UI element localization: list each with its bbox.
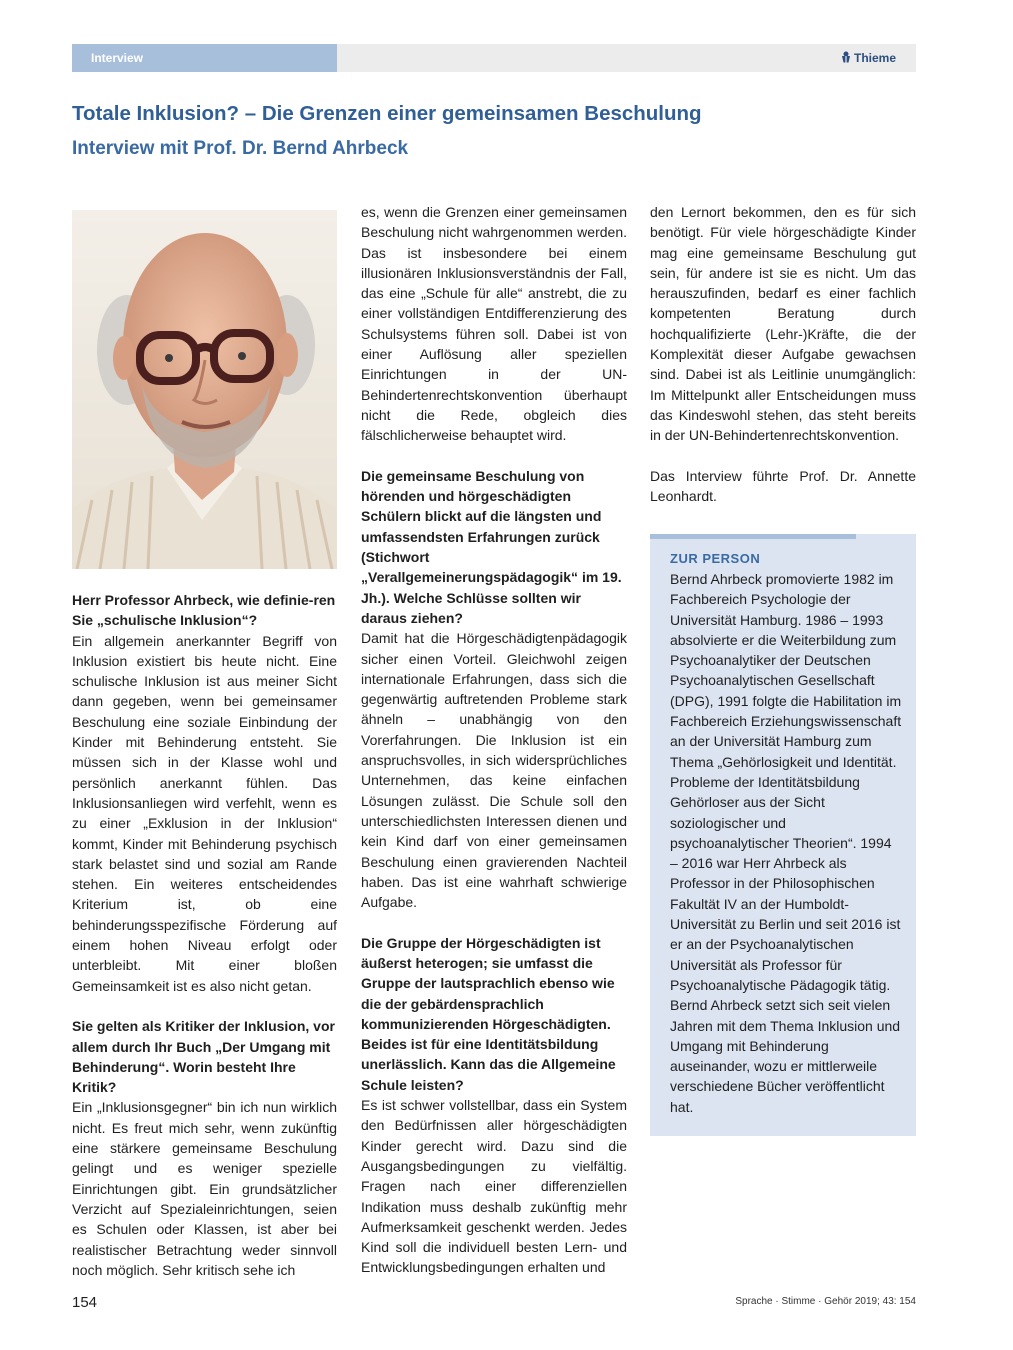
header-bar <box>72 44 916 72</box>
profile-box <box>650 534 916 1136</box>
interview-credit: Das Interview führte Prof. Dr. Annette Leonhardt. <box>650 467 916 505</box>
question-2: Sie gelten als Kritiker der Inklusion, vor allem durch Ihr Buch „Der Umgang mit Behinderung“. Worin besteht Ihre Kritik? <box>72 1018 335 1096</box>
thieme-crest-icon <box>841 51 851 63</box>
article-title: Totale Inklusion? – Die Grenzen einer gemeinsamen Beschulung <box>72 102 702 125</box>
column-3 <box>650 202 916 506</box>
journal-citation: Sprache · Stimme · Gehör 2019; 43: 154 <box>735 1296 916 1307</box>
article-subtitle: Interview mit Prof. Dr. Bernd Ahrbeck <box>72 138 409 159</box>
section-label: Interview <box>72 44 337 72</box>
answer-1: Ein allgemein anerkannter Begriff von Inklusion existiert bis heute nicht. Eine schulische Inklusion ist aus meiner Sicht dann gegeben, wenn bei gemeinsamer Beschulung eine soziale Einbindung der Kinder mit Behinderung entsteht. Sie müssen sich in der Klasse wohl und persönlich anerkannt fühlen. Das Inklusionsanliegen wird verfehlt, wenn es zu einer „Exklusion in der Inklusion“ kommt, Kinder mit Behinderung psychisch stark belastet sind und sozial am Rande stehen. Ein weiteres entscheidendes Kriterium ist, ob eine behinderungsspezifische Förderung auf einem hohen Niveau erfolgt oder unterbleibt. Mit einer bloßen Gemeinsamkeit ist es also nicht getan. <box>72 632 337 994</box>
column-2 <box>361 202 627 1278</box>
publisher-name: Thieme <box>853 51 896 65</box>
publisher-logo <box>841 44 896 72</box>
column-1 <box>72 590 337 1280</box>
answer-4-continued: den Lernort bekommen, den es für sich benötigt. Für viele hörgeschädigte Kinder mag eine gemeinsame Beschulung gut sein, für andere ist sie es nicht. Um das herauszufinden, bedarf es einer fachlich kompetenten Beratung durch hochqualifizierte (Lehr-)Kräfte, die der Komplexität dieser Aufgabe gewachsen sind. Dabei ist als Leitlinie unumgänglich: Im Mittelpunkt aller Entscheidungen muss das Kindeswohl stehen, das steht bereits in der UN-Behindertenrechtskonvention. <box>650 204 916 444</box>
question-3: Die gemeinsame Beschulung von hörenden und hörgeschädigten Schülern blickt auf die längsten und umfassendsten Erfahrungen zurück (Stichwort „Verallgemeinerungspädagogik“ im 19. Jh.). Welche Schlüsse sollten wir daraus ziehen? <box>361 467 622 626</box>
answer-3: Damit hat die Hörgeschädigtenpädagogik sicher einen Vorteil. Gleichwohl zeigen internationale Erfahrungen, dass sich die gegenwärtig auftretenden Probleme stark ähneln – unabhängig von den Vorerfahrungen. Die Inklusion ist ein anspruchsvolles, in sich widersprüchliches Unternehmen, das keine einfachen Lösungen zulässt. Die Schule soll den unterschiedlichsten Interessen dienen und kein Kind darf von einer gemeinsamen Beschulung einen gravierenden Nachteil haben. Das ist eine wahrhaft schwierige Aufgabe. <box>361 630 627 911</box>
profile-heading: ZUR PERSON <box>670 551 761 566</box>
portrait-photo <box>72 210 337 569</box>
answer-2: Ein „Inklusionsgegner“ bin ich nun wirklich nicht. Es freut mich sehr, wenn zukünftig eine stärkere gemeinsame Beschulung gelingt und es weniger spezielle Einrichtungen gibt. Ein grundsätzlicher Verzicht auf Spezialeinrichtungen, seien es Schulen oder Klassen, ist aber bei realistischer Betrachtung weder sinnvoll noch möglich. Sehr kritisch sehe ich <box>72 1099 337 1278</box>
page-number: 154 <box>72 1294 98 1311</box>
question-4: Die Gruppe der Hörgeschädigten ist äußerst heterogen; sie umfasst die Gruppe der lautsprachlich ebenso wie die der gebärdensprachlich kommunizierenden Hörgeschädigten. Beides ist für eine Identitätsbildung unerlässlich. Kann das die Allgemeine Schule leisten? <box>361 934 616 1093</box>
profile-text: Bernd Ahrbeck promovierte 1982 im Fachbereich Psychologie der Universität Hamburg. 1986 – 1993 absolvierte er die Weiterbildung zum Psychoanalytiker der Deutschen Psychoanalytischen Gesellschaft (DPG), 1991 folgte die Habilitation im Fachbereich Erziehungswissenschaft an der Universität Hamburg zum Thema „Gehörlosigkeit und Identität. Probleme der Identitätsbildung Gehörloser aus der Sicht soziologischer und psychoanalytischer Theorien“. 1994 – 2016 war Herr Ahrbeck als Professor in der Philosophischen Fakultät IV an der Humboldt-Universität zu Berlin und seit 2016 ist er an der Psychoanalytischen Universität als Professor für Psychoanalytische Pädagogik tätig. Bernd Ahrbeck setzt sich seit vielen Jahren mit dem Thema Inklusion und Umgang mit Behinderung auseinander, wozu er mittlerweile verschiedene Bücher veröffentlicht hat. <box>670 571 902 1115</box>
question-1: Herr Professor Ahrbeck, wie definie-ren Sie „schulische Inklusion“? <box>72 592 336 629</box>
answer-4: Es ist schwer vollstellbar, dass ein System den Bedürfnissen aller hörgeschädigten Kinder gerecht wird. Dazu sind die Ausgangsbedingungen zu vielfältig. Fragen nach einer differenziellen Indikation muss deshalb zukünftig mehr Aufmerksamkeit geschenkt werden. Jedes Kind soll die individuell besten Lern- und Entwicklungsbedingungen erhalten und <box>361 1097 627 1276</box>
answer-2-continued: es, wenn die Grenzen einer gemeinsamen Beschulung nicht wahrgenommen werden. Das ist insbesondere bei einem illusionären Inklusionsverständnis der Fall, das eine „Schule für alle“ anstrebt, die zu einer vollständigen Entdifferenzierung des Schulsystems führen soll. Dabei ist von einer Auflösung aller speziellen Einrichtungen in der UN-Behindertenrechtskonvention überhaupt nicht die Rede, obgleich dies fälschlicherweise behauptet wird. <box>361 204 627 444</box>
profile-box-stripe <box>650 534 856 539</box>
